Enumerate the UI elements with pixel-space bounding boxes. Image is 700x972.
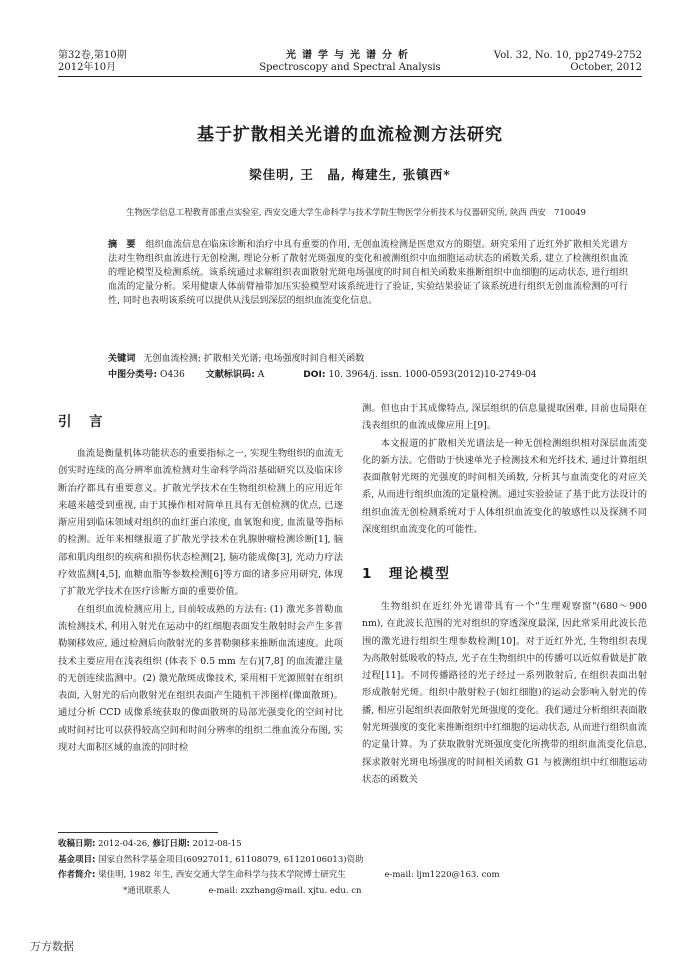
vol-pages: Vol. 32, No. 10, pp2749-2752 [493,50,642,61]
author-bio: 梁佳明, 1982 年生, 西安交通大学生命科学与技术学院博士研究生 [98,870,346,880]
received-date: 2012-04-26, [98,839,150,849]
keywords [108,352,628,366]
fund-text: 国家自然科学基金项目(60927011, 61108079, 61120106013)资助 [98,854,364,865]
paragraph: 本文报道的扩散相关光谱法是一种无创检测组织相对深层血流变化的新方法。它借助于快速单光子检测技术和光纤技术, 通过计算组织表面散射光斑的光强度的时间相关函数, 分析其与血流变化的对应关系, 从而进行组织血流的定量检测。通过实验验证了基于此方法设计的组织血流无创检测系统对于人体组织血流变化的敏感性以及探测不同深度组织血流变化的可能性。 [362,437,647,536]
issue-date: 2012年10月 [58,62,117,73]
footnote-rule [58,832,218,833]
doi-value: 10. 3964/j. issn. 1000-0593(2012)10-2749-04 [328,370,537,380]
journal-name [250,50,450,74]
journal-issue-info [58,50,198,74]
keywords-text: 无创血流检测; 扩散相关光谱; 电场强度时间自相关函数 [143,354,365,364]
corresponding-label: *通讯联系人 [123,885,170,896]
revised-date: 2012-08-15 [192,839,242,849]
doc-code-label: 文献标识码: [205,370,255,380]
clc-value: O436 [160,370,185,380]
revised-label: 修订日期: [152,839,190,849]
fund-label: 基金项目: [58,854,96,865]
abstract [108,238,628,308]
abstract-label: 摘 要 [108,240,136,250]
classification-line [108,368,628,382]
abstract-text: 组织血流信息在临床诊断和治疗中具有重要的作用, 无创血流检测是医患双方的期望。研究采用了近红外扩散相关光谱方法对生物组织血流进行无创检测, 理论分析了散射光斑强度的变化和被测组织中血细胞运动状态的函数关系, 建立了检测组织血流的理论模型及检测系统。该系统通过求解组织表面散射光斑电场强度的时间自相关函数来推断组织中血细胞的运动状态, 进行组织血流的定量分析。采用健康人体前臂袖带加压实验模型对该系统进行了验证, 实验结果验证了该系统进行组织无创血流检测的可行性, 同时也表明该系统可以提供从浅层到深层的组织血流变化信息。 [108,240,628,307]
journal-name-cn: 光谱学与光谱分析 [286,50,414,61]
clc-label: 中图分类号: [108,370,158,380]
paper-title: 基于扩散相关光谱的血流检测方法研究 [197,125,503,145]
author-affiliation: 生物医学信息工程教育部重点实验室, 西安交通大学生命科学与技术学院生物医学分析技术与仪器研究所, 陕西 西安 710049 [126,207,586,217]
section-heading-introduction: 引 言 [58,414,105,430]
author-bio-label: 作者简介: [58,870,96,880]
doc-code-value: A [257,370,265,380]
month-year: October, 2012 [570,62,642,73]
footnote [58,837,648,899]
paragraph: 在组织血流检测应用上, 目前较成熟的方法有: (1) 激光多普勒血流检测技术, 利用入射光在运动中的红细胞表面发生散射时会产生多普勒频移效应, 通过检测后向散射光的多普勒频移来推断血流速度。此项技术主要应用在浅表组织 (体表下 0.5 mm 左右)[7,8] 的血流灌注量的无创连续监测中。(2) 激光散斑成像技术, 采用相干光源照射在组织表面, 入射光的后向散射光在组织表面产生随机干涉图样(像面散斑)。通过分析 CCD 成像系统获取的像面散斑的局部光强变化的空间衬比或时间衬比可以获得较高空间和时间分辨率的组织二维血流分布图, 实现对大面积区域的血流的同时检 [58,603,343,754]
right-column-bottom [362,598,647,788]
left-column [58,445,343,756]
doi-label: DOI: [303,370,326,380]
paragraph: 生物组织在近红外光谱带具有一个"生理观察窗"(680～900 nm), 在此波长范围的光对组织的穿透深度最深, 因此常采用此波长范围的激光进行组织生理参数检测[10]。对于近红外光, 生物组织表现为高散射低吸收的特点, 光子在生物组织中的传播可以近似看做是扩散过程[11]。不同传播路径的光子经过一系列散射后, 在组织表面出射形成散射光斑。组织中散射粒子(如红细胞)的运动会影响入射光的传播, 相应引起组织表面散射光斑强度的变化。我们通过分析组织表面散射光斑强度的变化来推断组织中红细胞的运动状态, 从而进行组织血流的定量计算。为了获取散射光斑强度变化所携带的组织血流变化信息, 探求散射光斑电场强度的时间相关函数 G1 与被测组织中红细胞运动状态的函数关 [362,601,647,785]
author-email[interactable]: e-mail: ljm1220@163. com [384,870,500,880]
paragraph: 血流是衡量机体功能状态的重要指标之一, 实现生物组织的血流无创实时连续的高分辨率血流检测对生命科学尚沿基础研究以及临床诊断治疗都具有重要意义。扩散光学技术在生物组织检测上的应用近年来越来越受到重视, 由于其操作相对简单且具有无创检测的优点, 已逐渐应用到临床领域对组织的血红蛋白浓度, 血氧饱和度, 血流量等指标的检测。近年来相继报道了扩散光学技术在乳腺肿瘤检测诊断[1], 脑部和肌肉组织的疾病和损伤状态检测[2], 脑功能成像[3], 光动力疗法疗效监测[4,5], 血糖血脂等参数检测[6]等方面的诸多应用研究, 体现了扩散光学技术在医疗诊断方面的重要价值。 [58,448,343,598]
journal-citation [470,50,642,74]
corresponding-email[interactable]: e-mail: zxzhang@mail. xjtu. edu. cn [208,885,362,896]
paragraph: 测。但也由于其成像特点, 深层组织的信息量提取困难, 目前也局限在浅表组织的血流成像应用上[9]。 [362,403,647,432]
received-label: 收稿日期: [58,839,96,849]
paper-authors: 梁佳明, 王 晶, 梅建生, 张镇西* [249,167,451,182]
keywords-label: 关键词 [108,354,136,364]
watermark: 万方数据 [30,940,74,953]
header-rule [58,76,642,77]
journal-name-en: Spectroscopy and Spectral Analysis [259,62,441,73]
section-heading-theory: 1 理论模型 [362,566,451,582]
right-column-top [362,400,647,538]
volume-issue: 第32卷,第10期 [58,50,127,61]
